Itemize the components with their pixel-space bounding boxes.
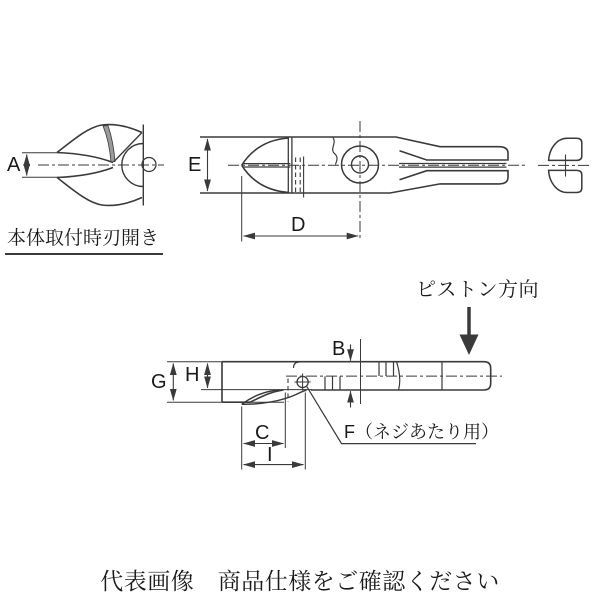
dim-label-d: D <box>291 214 306 236</box>
piston-direction-label: ピストン方向 <box>416 279 539 301</box>
jaw-opening-note: 本体取付時刃開き <box>5 229 163 255</box>
representative-image-disclaimer: 代表画像 商品仕様をご確認ください <box>100 568 500 594</box>
dim-label-a: A <box>7 154 21 176</box>
dim-label-i: I <box>267 444 273 466</box>
jaw-opening-view <box>22 125 164 206</box>
dim-label-g: G <box>151 371 167 393</box>
dim-label-e: E <box>188 154 202 176</box>
piston-direction-arrow <box>460 307 479 355</box>
dim-label-c: C <box>255 422 270 444</box>
screw-contact-note: F（ネジあたり用） <box>344 422 499 442</box>
end-view <box>538 138 590 192</box>
dim-label-b: B <box>332 338 346 360</box>
dim-label-h: H <box>185 364 200 386</box>
top-view <box>200 121 527 242</box>
